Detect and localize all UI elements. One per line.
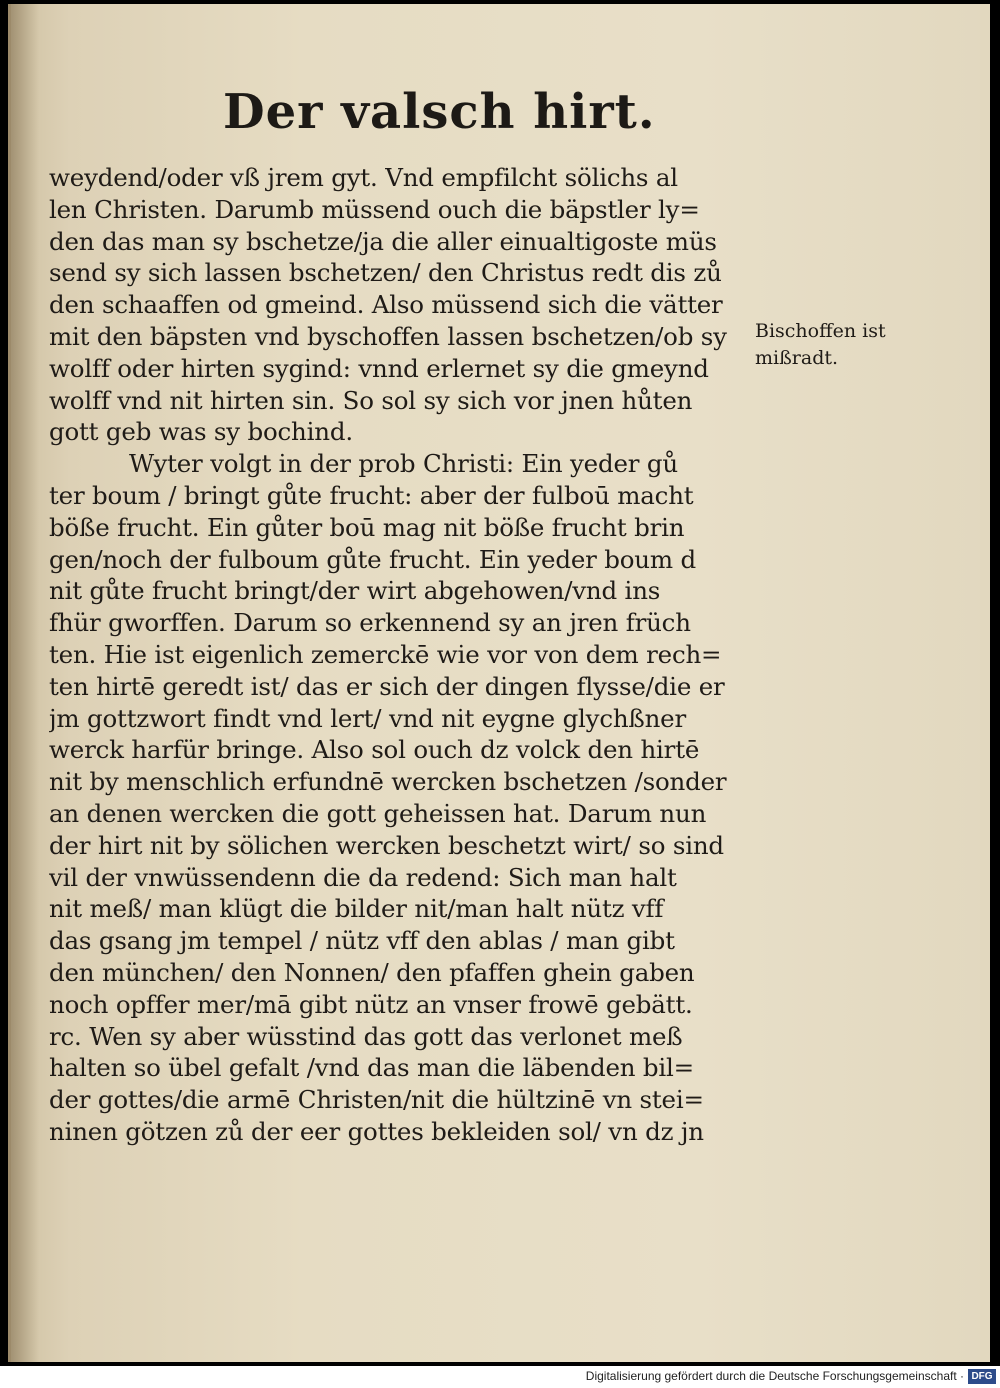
- text-line: nit gůte frucht bringt/der wirt abgehowen/vnd ins: [49, 576, 661, 606]
- text-line: vil der vnwüssendenn die da redend: Sich man halt: [49, 862, 677, 892]
- text-line: send sy sich lassen bschetzen/ den Christus redt dis zů: [49, 258, 722, 288]
- text-line: noch opffer mer/mā gibt nütz an vnser frowē gebätt.: [49, 989, 693, 1019]
- text-line: len Christen. Darumb müssend ouch die bäpstler ly=: [49, 194, 700, 224]
- running-head: Der valsch hirt.: [223, 84, 656, 140]
- text-line: mit den bäpsten vnd byschoffen lassen bschetzen/ob sy: [49, 321, 727, 351]
- paragraph-start-line: Wyter volgt in der prob Christi: Ein yeder gů: [129, 449, 678, 479]
- text-line: ten. Hie ist eigenlich zemerckē wie vor von dem rech=: [49, 639, 722, 669]
- text-line: weydend/oder vß jrem gyt. Vnd empfilcht sölichs al: [49, 163, 678, 192]
- text-line: gott geb was sy bochind.: [49, 417, 353, 447]
- text-line: nit meß/ man klügt die bilder nit/man halt nütz vff: [49, 894, 664, 924]
- text-line: ninen götzen zů der eer gottes bekleiden sol/ vn dz jn: [49, 1116, 704, 1146]
- text-line: an denen wercken die gott geheissen hat. Darum nun: [49, 798, 707, 828]
- text-line: wolff vnd nit hirten sin. So sol sy sich vor jnen hůten: [49, 385, 693, 415]
- text-line: gen/noch der fulboum gůte frucht. Ein yeder boum d: [49, 544, 696, 574]
- funding-credit: Digitalisierung gefördert durch die Deutsche Forschungsgemeinschaft ·: [585, 1369, 964, 1383]
- dfg-logo: DFG: [968, 1369, 996, 1384]
- text-line: nit by menschlich erfundnē wercken bschetzen /sonder: [49, 767, 727, 797]
- marginal-note-line: mißradt.: [755, 347, 839, 369]
- book-page: [8, 4, 990, 1362]
- text-line: werck harfür bringe. Also sol ouch dz volck den hirtē: [49, 735, 700, 765]
- text-line: wolff oder hirten sygind: vnnd erlernet sy die gmeynd: [49, 353, 709, 383]
- text-line: böße frucht. Ein gůter boū mag nit böße frucht brin: [49, 512, 685, 542]
- text-line: ten hirtē geredt ist/ das er sich der dingen flysse/die er: [49, 671, 725, 701]
- main-text-block: [49, 162, 749, 1148]
- text-line: den schaaffen od gmeind. Also müssend sich die vätter: [49, 290, 723, 320]
- text-line: rc. Wen sy aber wüsstind das gott das verlonet meß: [49, 1021, 683, 1051]
- text-line: das gsang jm tempel / nütz vff den ablas / man gibt: [49, 926, 675, 956]
- text-line: fhür gworffen. Darum so erkennend sy an jren früch: [49, 608, 691, 638]
- text-line: der hirt nit by sölichen wercken beschetzt wirt/ so sind: [49, 830, 724, 860]
- text-line: der gottes/die armē Christen/nit die hültzinē vn stei=: [49, 1085, 704, 1115]
- text-line: den münchen/ den Nonnen/ den pfaffen ghein gaben: [49, 957, 695, 987]
- marginal-note-line: Bischoffen ist: [755, 320, 886, 342]
- marginal-note: [755, 318, 915, 372]
- text-line: den das man sy bschetze/ja die aller einualtigoste müs: [49, 226, 717, 256]
- text-line: jm gottzwort findt vnd lert/ vnd nit eygne glychßner: [49, 703, 686, 733]
- footer-bar: [0, 1366, 1000, 1388]
- text-line: halten so übel gefalt /vnd das man die läbenden bil=: [49, 1053, 694, 1083]
- text-line: ter boum / bringt gůte frucht: aber der fulboū macht: [49, 480, 694, 510]
